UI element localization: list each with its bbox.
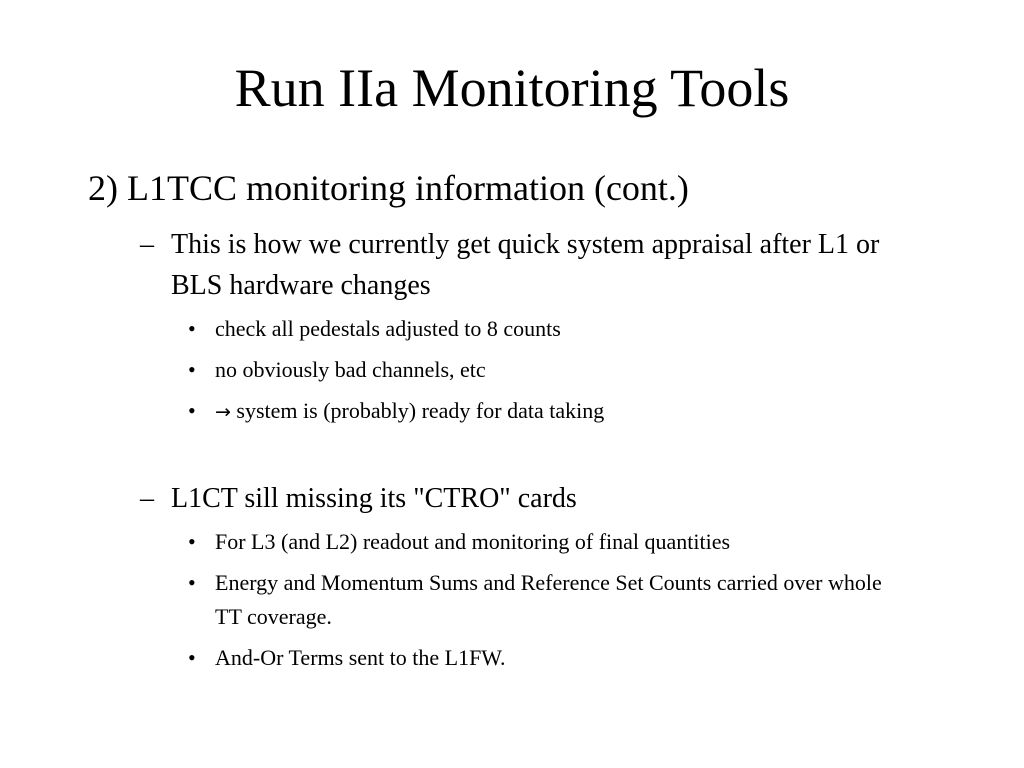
right-arrow-icon: →: [215, 401, 231, 423]
section-1-text: This is how we currently get quick system appraisal after L1 or BLS hardware changes: [171, 229, 880, 301]
section-1-item: [140, 224, 900, 306]
section-1-bullet-1: [188, 312, 908, 346]
bullet-marker: •: [188, 398, 196, 423]
bullet-text-with-arrow: [215, 394, 908, 429]
dash-marker: –: [140, 483, 154, 514]
bullet-text: no obviously bad channels, etc: [215, 357, 486, 382]
main-point: 2) L1TCC monitoring information (cont.): [88, 168, 689, 208]
dash-marker: –: [140, 229, 154, 260]
bullet-marker: •: [188, 645, 196, 670]
slide-title: Run IIa Monitoring Tools: [234, 58, 790, 118]
section-1-bullet-2: [188, 353, 908, 387]
bullet-marker: •: [188, 316, 196, 341]
bullet-marker: •: [188, 357, 196, 382]
section-2-bullet-1: [188, 525, 908, 559]
section-2-bullet-2: [188, 566, 908, 634]
bullet-text: Energy and Momentum Sums and Reference Set Counts carried over whole TT coverage.: [215, 570, 882, 629]
section-1-bullet-3: [188, 394, 908, 429]
bullet-marker: •: [188, 570, 196, 595]
bullet-marker: •: [188, 529, 196, 554]
bullet-text: check all pedestals adjusted to 8 counts: [215, 316, 561, 341]
bullet-text: And-Or Terms sent to the L1FW.: [215, 645, 506, 670]
bullet-text: For L3 (and L2) readout and monitoring of final quantities: [215, 529, 731, 554]
bullet-text: system is (probably) ready for data taking: [236, 398, 605, 423]
section-2-bullet-3: [188, 641, 908, 675]
section-2-text: L1CT sill missing its "CTRO" cards: [171, 483, 577, 514]
section-2-item: [140, 478, 900, 519]
